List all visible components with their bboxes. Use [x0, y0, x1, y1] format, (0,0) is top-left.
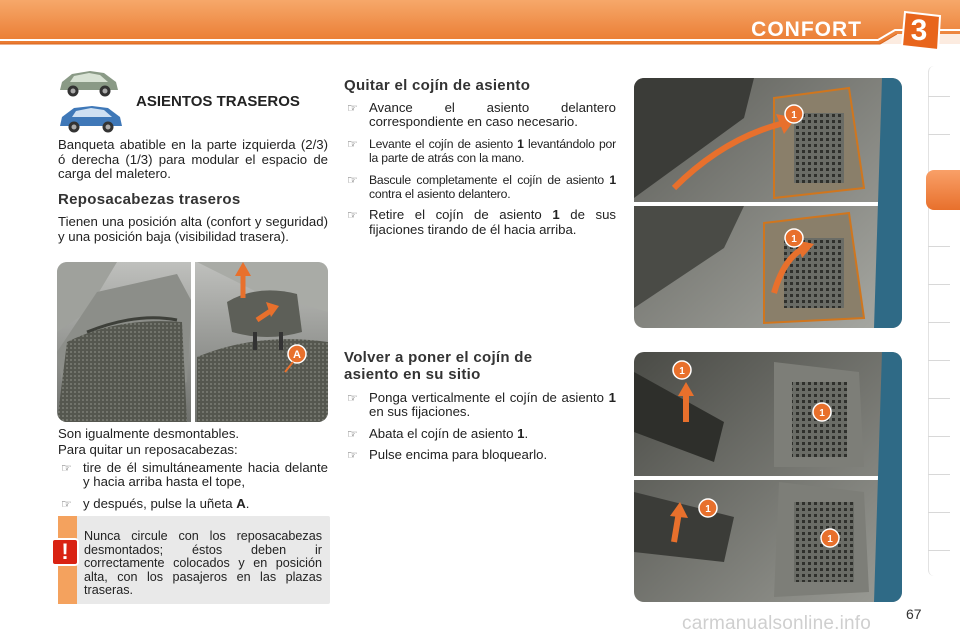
list-item: ☞ Bascule completamente el cojín de asiento 1 contra el asiento delantero. — [347, 172, 616, 202]
callout-label-1: 1 — [827, 534, 833, 545]
pointing-hand-icon: ☞ — [347, 391, 358, 405]
chapter-tab[interactable] — [928, 284, 950, 285]
subheading-quitar: Quitar el cojín de asiento — [344, 77, 531, 94]
warning-icon: ! — [51, 538, 79, 566]
pointing-hand-icon: ☞ — [61, 496, 72, 511]
subheading-reposacabezas: Reposacabezas traseros — [58, 191, 241, 208]
car-icon-blue — [56, 100, 126, 136]
chapter-header — [0, 0, 960, 50]
chapter-number: 3 — [910, 14, 928, 47]
callout-label-1: 1 — [679, 366, 685, 377]
pointing-hand-icon: ☞ — [347, 136, 358, 151]
chapter-tab-active[interactable] — [926, 170, 960, 210]
volver-steps-list — [344, 391, 616, 470]
list-item: ☞ Abata el cojín de asiento 1. — [347, 425, 529, 441]
pointing-hand-icon: ☞ — [347, 448, 358, 463]
chapter-tab[interactable] — [928, 550, 950, 551]
cushion-refit-illustration — [634, 352, 902, 602]
chapter-tab[interactable] — [928, 512, 950, 513]
pointing-hand-icon: ☞ — [347, 426, 358, 441]
list-item: ☞ Pulse encima para bloquearlo. — [347, 447, 548, 463]
pointing-hand-icon: ☞ — [347, 208, 358, 223]
chapter-tab[interactable] — [928, 246, 950, 247]
list-item: ☞ Ponga verticalmente el cojín de asiento 1 en sus fijaciones. — [347, 390, 616, 420]
headrest-callout-label: A — [293, 349, 301, 361]
list-item: ☞ Levante el cojín de asiento 1 levantándolo por la parte de atrás con la mano. — [347, 136, 616, 166]
quitar-steps-list — [344, 101, 616, 244]
callout-label-1: 1 — [705, 504, 711, 515]
chapter-tab[interactable] — [928, 360, 950, 361]
list-item: ☞ Retire el cojín de asiento 1 de sus fijaciones tirando de él hacia arriba. — [347, 207, 616, 237]
pointing-hand-icon: ☞ — [61, 461, 72, 475]
callout-label-1: 1 — [819, 408, 825, 419]
list-item: ☞ Avance el asiento delantero correspondiente en caso necesario. — [347, 100, 616, 130]
reposacabezas-paragraph: Tienen una posición alta (confort y seguridad) y una posición baja (visibilidad trasera). — [58, 214, 328, 244]
chapter-tab[interactable] — [928, 436, 950, 437]
intro-paragraph: Banqueta abatible en la parte izquierda (2/3) ó derecha (1/3) para modular el espacio de carga del maletero. — [58, 137, 328, 182]
chapter-tab[interactable] — [928, 322, 950, 323]
callout-label-1: 1 — [791, 110, 797, 121]
chapter-tab[interactable] — [928, 134, 950, 135]
headrest-illustration — [57, 262, 328, 422]
pointing-hand-icon: ☞ — [347, 172, 358, 187]
pointing-hand-icon: ☞ — [347, 101, 358, 115]
removable-text: Son igualmente desmontables. — [58, 426, 240, 441]
remove-intro: Para quitar un reposacabezas: — [58, 442, 238, 457]
page-number: 67 — [906, 606, 922, 622]
warning-text: Nunca circule con los reposacabezas desmontados; éstos deben ir correctamente colocados y en posición alta, con los pasajeros en las plazas traseras. — [84, 529, 322, 598]
subheading-volver: Volver a poner el cojín de asiento en su sitio — [344, 349, 533, 383]
chapter-tab[interactable] — [928, 398, 950, 399]
cushion-removal-illustration — [634, 78, 902, 328]
chapter-tab-rail — [928, 66, 948, 576]
callout-label-1: 1 — [791, 234, 797, 245]
chapter-title: CONFORT — [751, 18, 862, 41]
car-icon-gray — [56, 64, 122, 100]
warning-box — [58, 516, 330, 604]
list-item: ☞ tire de él simultáneamente hacia delante y hacia arriba hasta el tope, — [61, 460, 328, 490]
chapter-tab[interactable] — [928, 474, 950, 475]
remove-steps-list — [58, 461, 328, 518]
watermark: carmanualsonline.info — [682, 613, 872, 634]
list-item: ☞ y después, pulse la uñeta A. — [61, 495, 250, 511]
chapter-tab[interactable] — [928, 96, 950, 97]
section-title: ASIENTOS TRASEROS — [136, 93, 300, 110]
